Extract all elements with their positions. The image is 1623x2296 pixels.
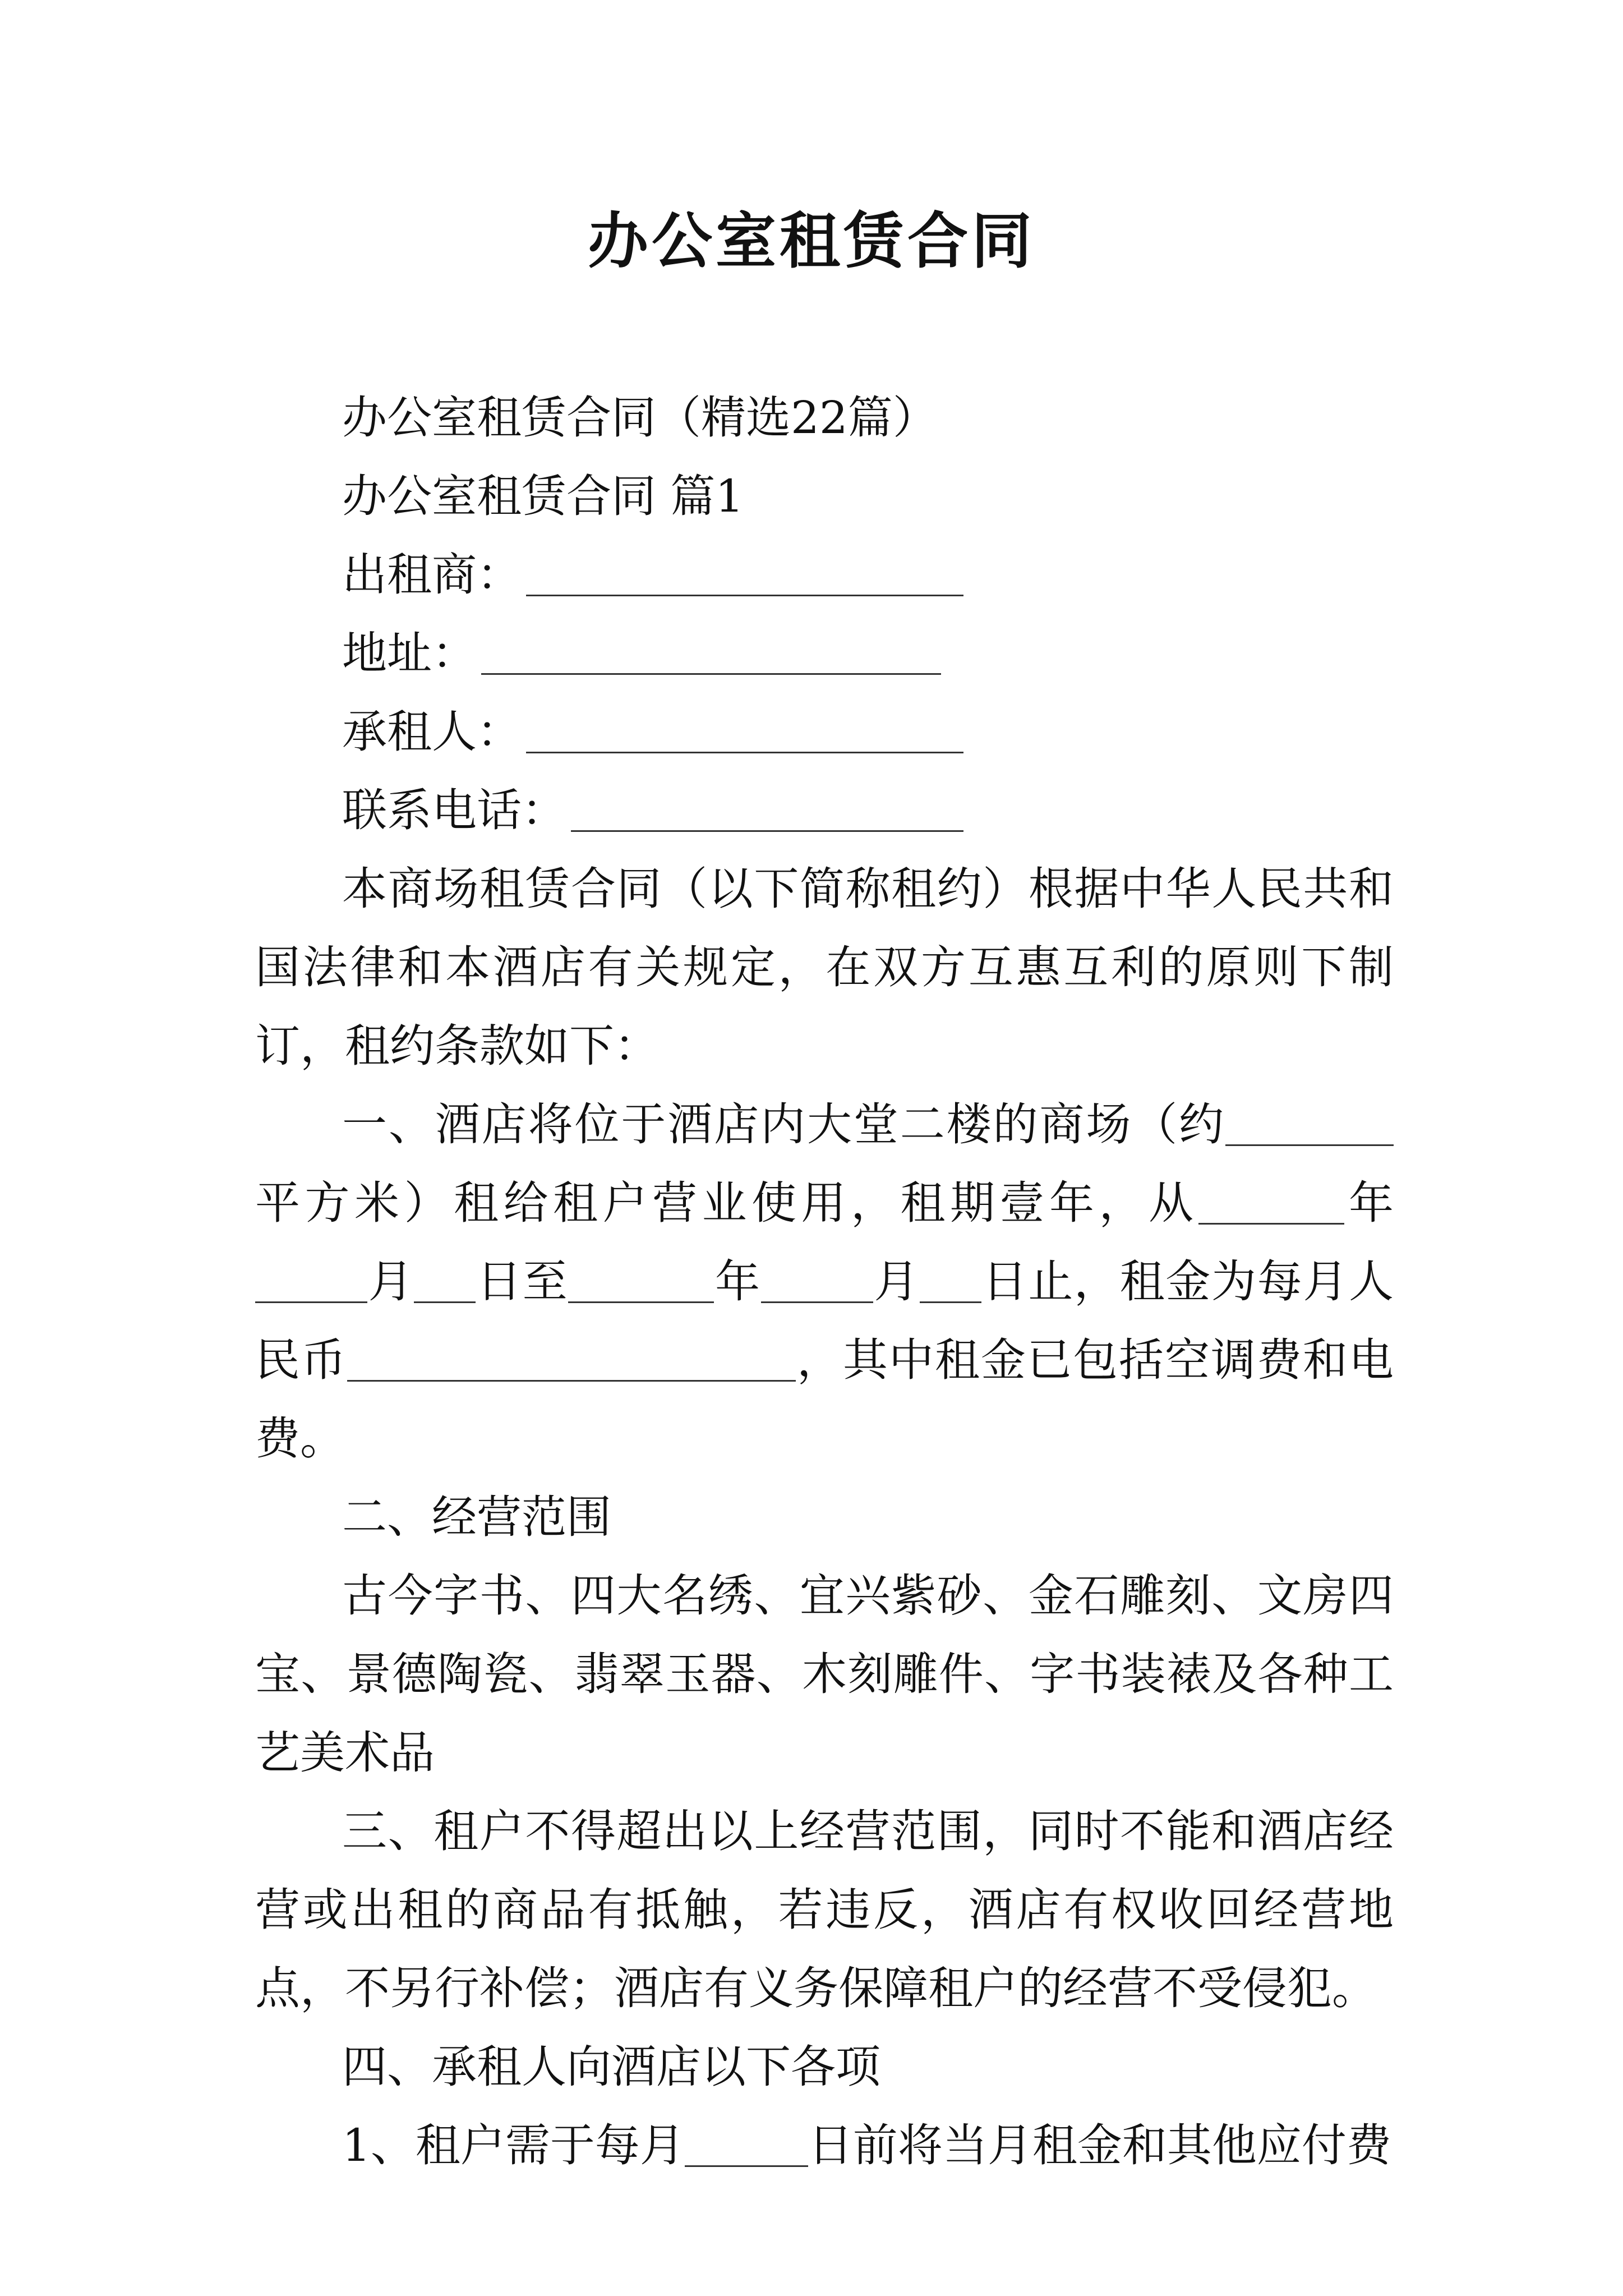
field-lessee-label: 承租人：: [342, 706, 522, 758]
intro-paragraph: 本商场租赁合同（以下简称租约）根据中华人民共和国法律和本酒店有关规定，在双方互惠互利的原则下制订，租约条款如下：: [255, 863, 1394, 1072]
clause-1-part-b: 平方米）租给租户营业使用，租期壹年，从: [255, 1177, 1198, 1229]
blank-rent-amount: [347, 1379, 796, 1382]
clause-1: [255, 1085, 1394, 1478]
clause-4-heading: 四、承租人向酒店以下各项: [342, 2041, 880, 2093]
blank-start-day: [414, 1301, 476, 1303]
clause-1-part-c: 年: [1344, 1177, 1394, 1229]
field-lessor-label: 出租商：: [342, 549, 522, 601]
clause-1-part-i: ，其中租金已包括空调费和电费。: [255, 1334, 1394, 1465]
section-heading: 办公室租赁合同 篇1: [342, 470, 744, 522]
clause-1-part-d: 月: [367, 1255, 414, 1308]
document-title: 办公室租赁合同: [587, 206, 1035, 277]
clause-2-heading: 二、经营范围: [342, 1491, 611, 1543]
clause-3: 三、租户不得超出以上经营范围，同时不能和酒店经营或出租的商品有抵触，若违反，酒店有权收回经营地点，不另行补偿；酒店有义务保障租户的经营不受侵犯。: [255, 1805, 1394, 2014]
clause-4-item-1: [255, 2106, 1394, 2185]
field-lessee-blank: [526, 751, 963, 753]
blank-payment-day: [685, 2165, 808, 2167]
blank-start-month: [255, 1301, 367, 1303]
field-phone-label: 联系电话：: [342, 784, 566, 836]
blank-end-day: [920, 1301, 981, 1303]
field-address-label: 地址：: [342, 627, 477, 679]
field-phone-blank: [571, 830, 963, 832]
field-address-blank: [481, 673, 941, 675]
field-lessee: [255, 693, 1394, 771]
document-subtitle: 办公室租赁合同（精选22篇）: [342, 392, 938, 444]
clause-1-part-h: 日止，租金为每月人民币: [255, 1255, 1394, 1386]
clause-1-part-f: 年: [714, 1255, 761, 1308]
field-lessor-blank: [526, 594, 963, 596]
blank-area: [1225, 1144, 1394, 1146]
blank-start-year: [1198, 1222, 1344, 1225]
field-lessor: [255, 536, 1394, 614]
clause-2-body: 古今字书、四大名绣、宜兴紫砂、金石雕刻、文房四宝、景德陶瓷、翡翠玉器、木刻雕件、字书装裱及各种工艺美术品: [255, 1570, 1394, 1779]
clause-1-part-e: 日至: [476, 1255, 569, 1308]
blank-end-year: [568, 1301, 714, 1303]
clause-4-item-1-part-b: 日前将当月租金和其他应付费: [808, 2119, 1391, 2171]
blank-end-month: [761, 1301, 873, 1303]
clause-1-part-a: 一、酒店将位于酒店内大堂二楼的商场（约: [342, 1098, 1225, 1151]
clause-4-item-1-part-a: 1、租户需于每月: [342, 2119, 685, 2171]
field-phone: [255, 771, 1394, 850]
clause-1-part-g: 月: [873, 1255, 920, 1308]
field-address: [255, 614, 1394, 693]
document-body: [255, 379, 1394, 2185]
